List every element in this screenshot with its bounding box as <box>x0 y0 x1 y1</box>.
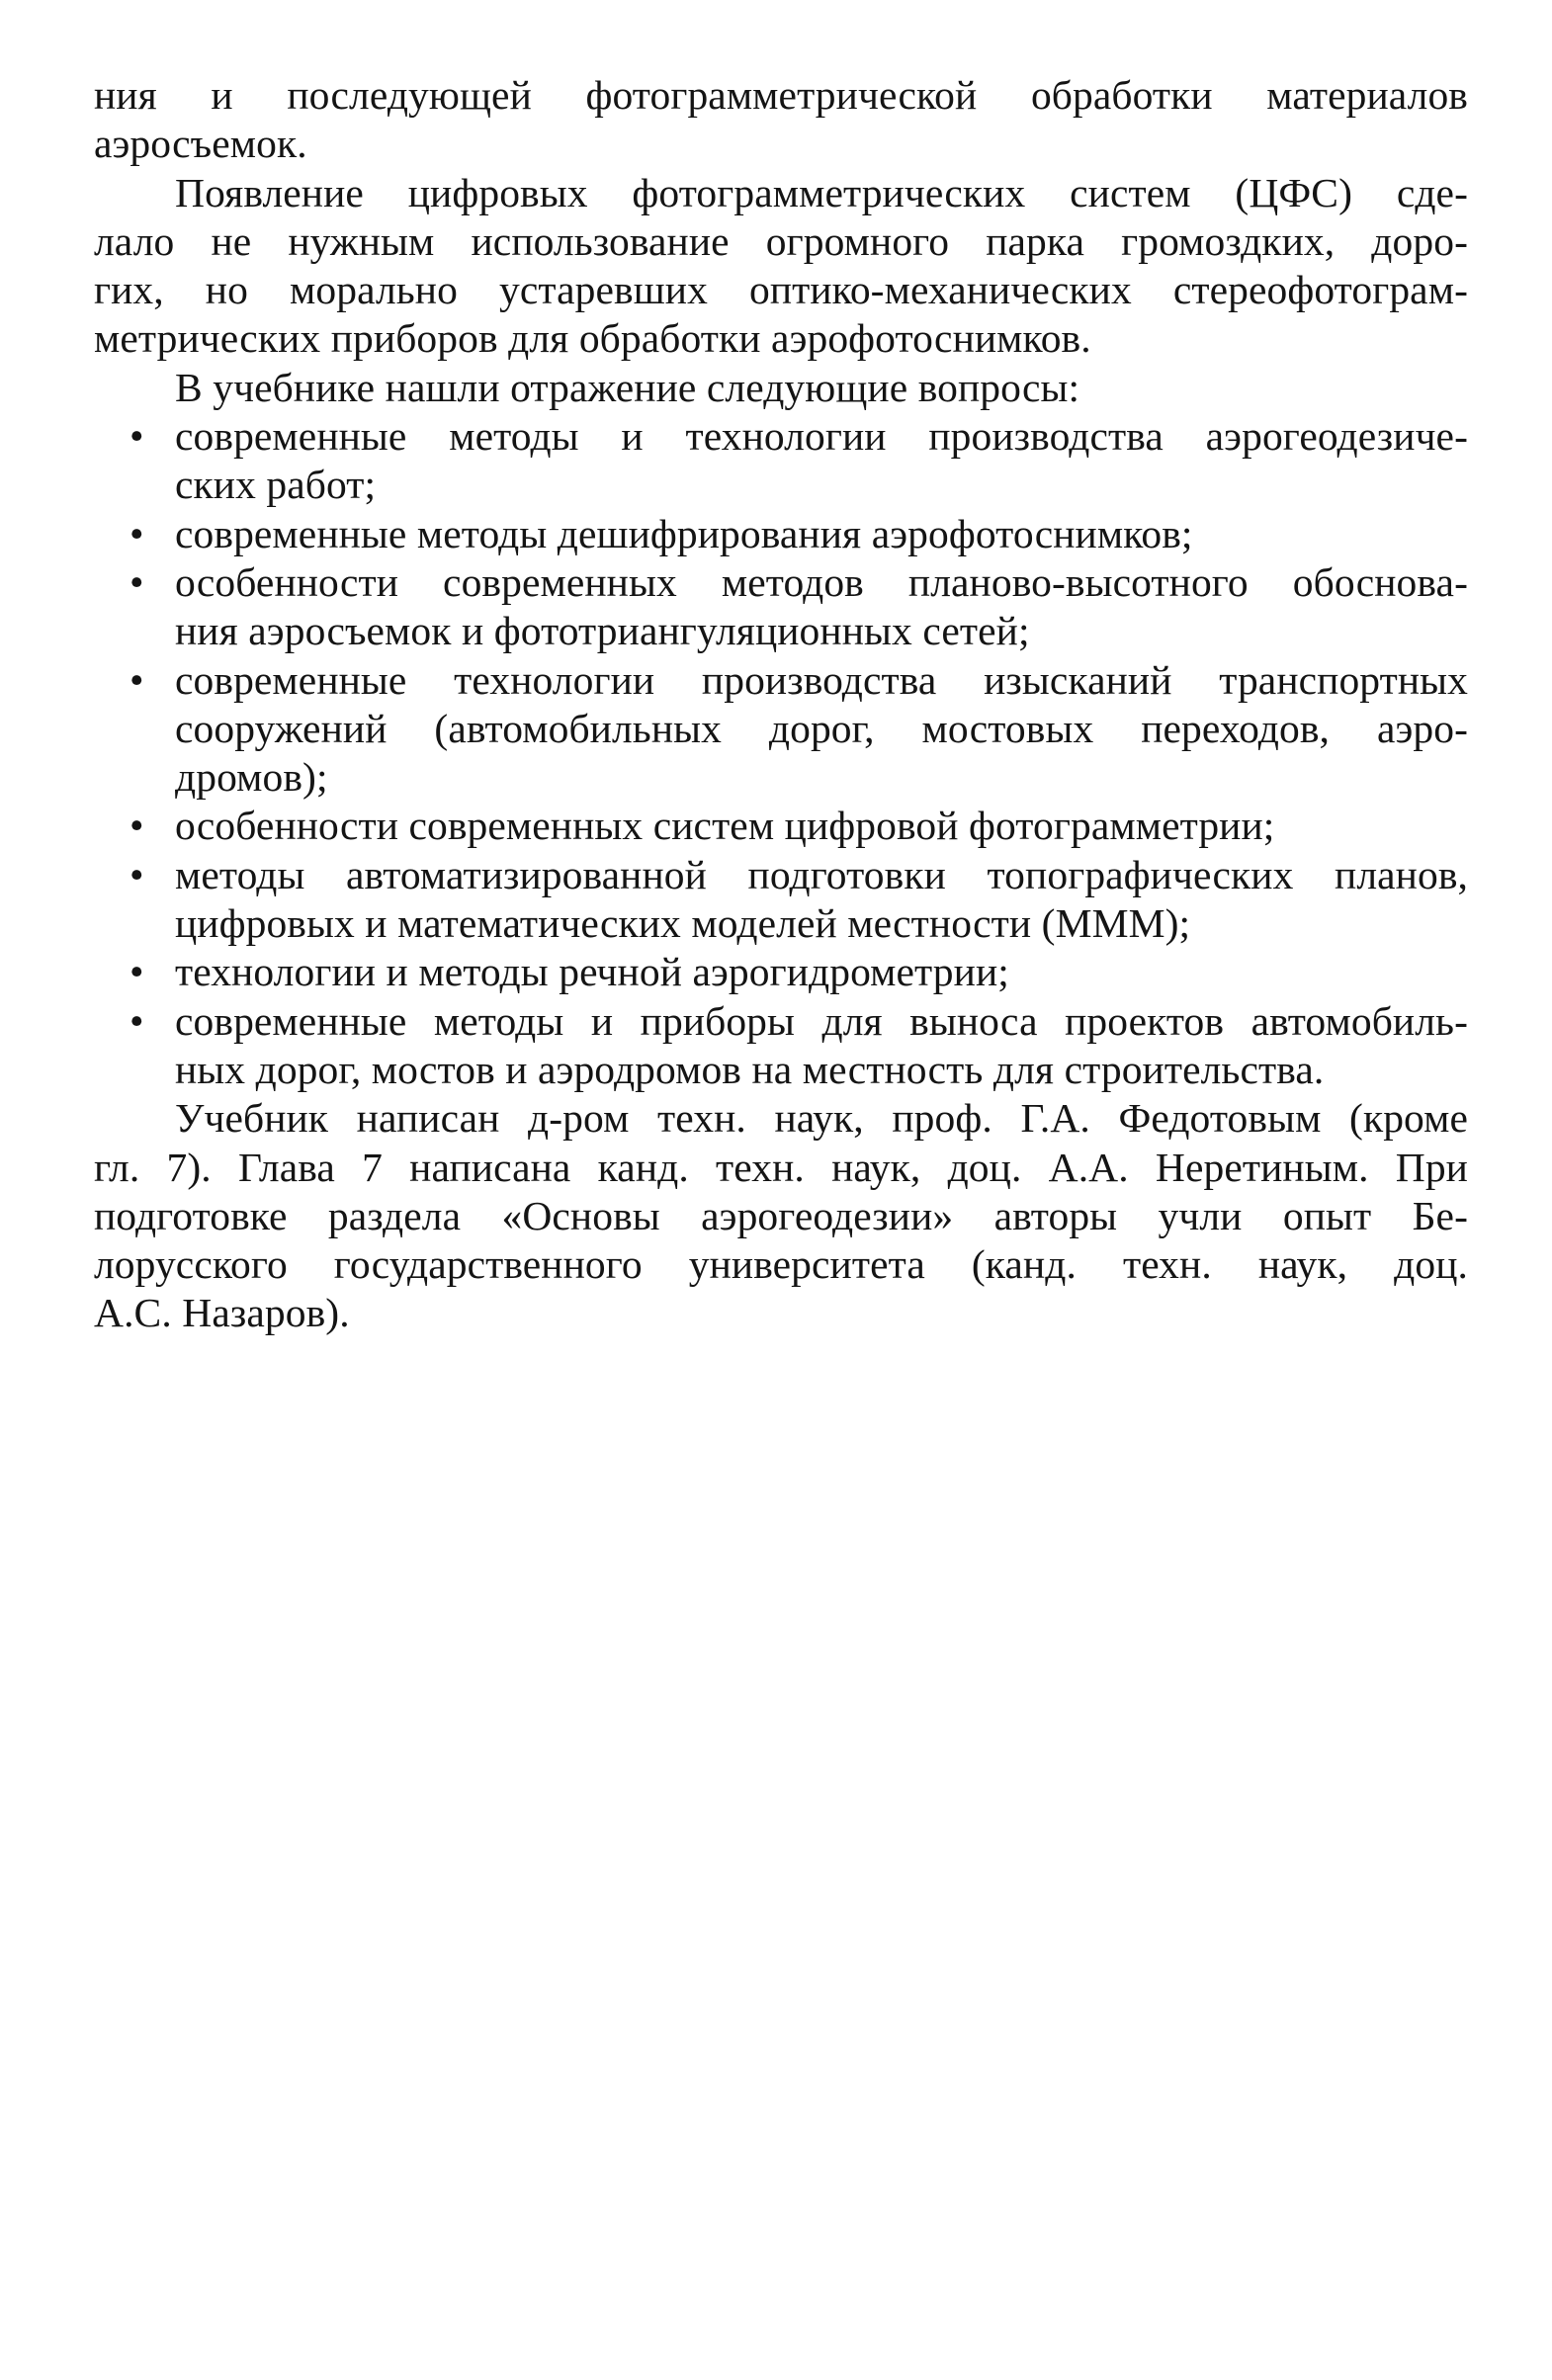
text-line: Учебник написан д-ром техн. наук, проф. Г.А. Федотовым (кроме <box>175 1095 1468 1142</box>
text-line: • технологии и методы речной аэрогидрометрии; <box>94 948 1468 996</box>
bullet-icon: • <box>129 558 144 605</box>
list-item <box>94 997 1468 1095</box>
text-line: ских работ; <box>175 462 377 508</box>
text-line: • методы автоматизированной подготовки топографических планов, <box>94 851 1468 899</box>
text-line: цифровых и математических моделей местности (МММ); <box>175 900 1191 947</box>
page-text <box>94 71 1468 1338</box>
text-line: гих, но морально устаревших оптико-механических стереофотограм- <box>94 267 1468 313</box>
bullet-icon: • <box>129 510 144 556</box>
paragraph-authors <box>94 1094 1468 1337</box>
text-line: сооружений (автомобильных дорог, мостовых переходов, аэро- <box>175 705 1468 751</box>
text-line: дромов); <box>175 754 328 801</box>
intro-paragraph <box>94 71 1468 169</box>
paragraph-cfs <box>94 169 1468 364</box>
text-line: ных дорог, мостов и аэродромов на местность для строительства. <box>175 1046 1325 1092</box>
bullet-icon: • <box>129 413 144 460</box>
text-line: подготовке раздела «Основы аэрогеодезии» авторы учли опыт Бе- <box>94 1192 1468 1238</box>
text-line: • современные методы и технологии производства аэрогеодезиче- <box>94 412 1468 461</box>
text-line: гл. 7). Глава 7 написана канд. техн. наук, доц. А.А. Неретиным. При <box>94 1144 1468 1190</box>
bullet-icon: • <box>129 656 144 703</box>
text-line: метрических приборов для обработки аэрофотоснимков. <box>94 315 1091 362</box>
text-line: В учебнике нашли отражение следующие вопросы: <box>175 364 1080 410</box>
bullet-icon: • <box>129 949 144 995</box>
text-line: аэросъемок. <box>94 121 307 167</box>
text-line: лало не нужным использование огромного парка громоздких, доро- <box>94 217 1468 264</box>
text-line: • современные методы и приборы для выноса проектов автомобиль- <box>94 997 1468 1046</box>
list-item <box>94 851 1468 949</box>
text-line: ния и последующей фотограмметрической обработки материалов <box>94 72 1468 118</box>
paragraph-topics-intro <box>94 364 1468 412</box>
list-item <box>94 656 1468 803</box>
bullet-list <box>94 412 1468 1094</box>
list-item <box>94 510 1468 558</box>
bullet-icon: • <box>129 851 144 897</box>
bullet-icon: • <box>129 997 144 1044</box>
text-line: • современные технологии производства изысканий транспортных <box>94 656 1468 705</box>
text-line: • современные методы дешифрирования аэрофотоснимков; <box>94 510 1468 558</box>
text-line: А.С. Назаров). <box>94 1290 350 1336</box>
list-item <box>94 558 1468 656</box>
text-line: ния аэросъемок и фототриангуляционных сетей; <box>175 608 1030 654</box>
text-line: лорусского государственного университета (канд. техн. наук, доц. <box>94 1241 1468 1288</box>
text-line: • особенности современных систем цифровой фотограмметрии; <box>94 802 1468 850</box>
bullet-icon: • <box>129 803 144 849</box>
text-line: • особенности современных методов планово-высотного обоснова- <box>94 558 1468 607</box>
text-line: Появление цифровых фотограмметрических систем (ЦФС) сде- <box>175 169 1468 215</box>
list-item <box>94 412 1468 510</box>
list-item <box>94 802 1468 850</box>
list-item <box>94 948 1468 996</box>
